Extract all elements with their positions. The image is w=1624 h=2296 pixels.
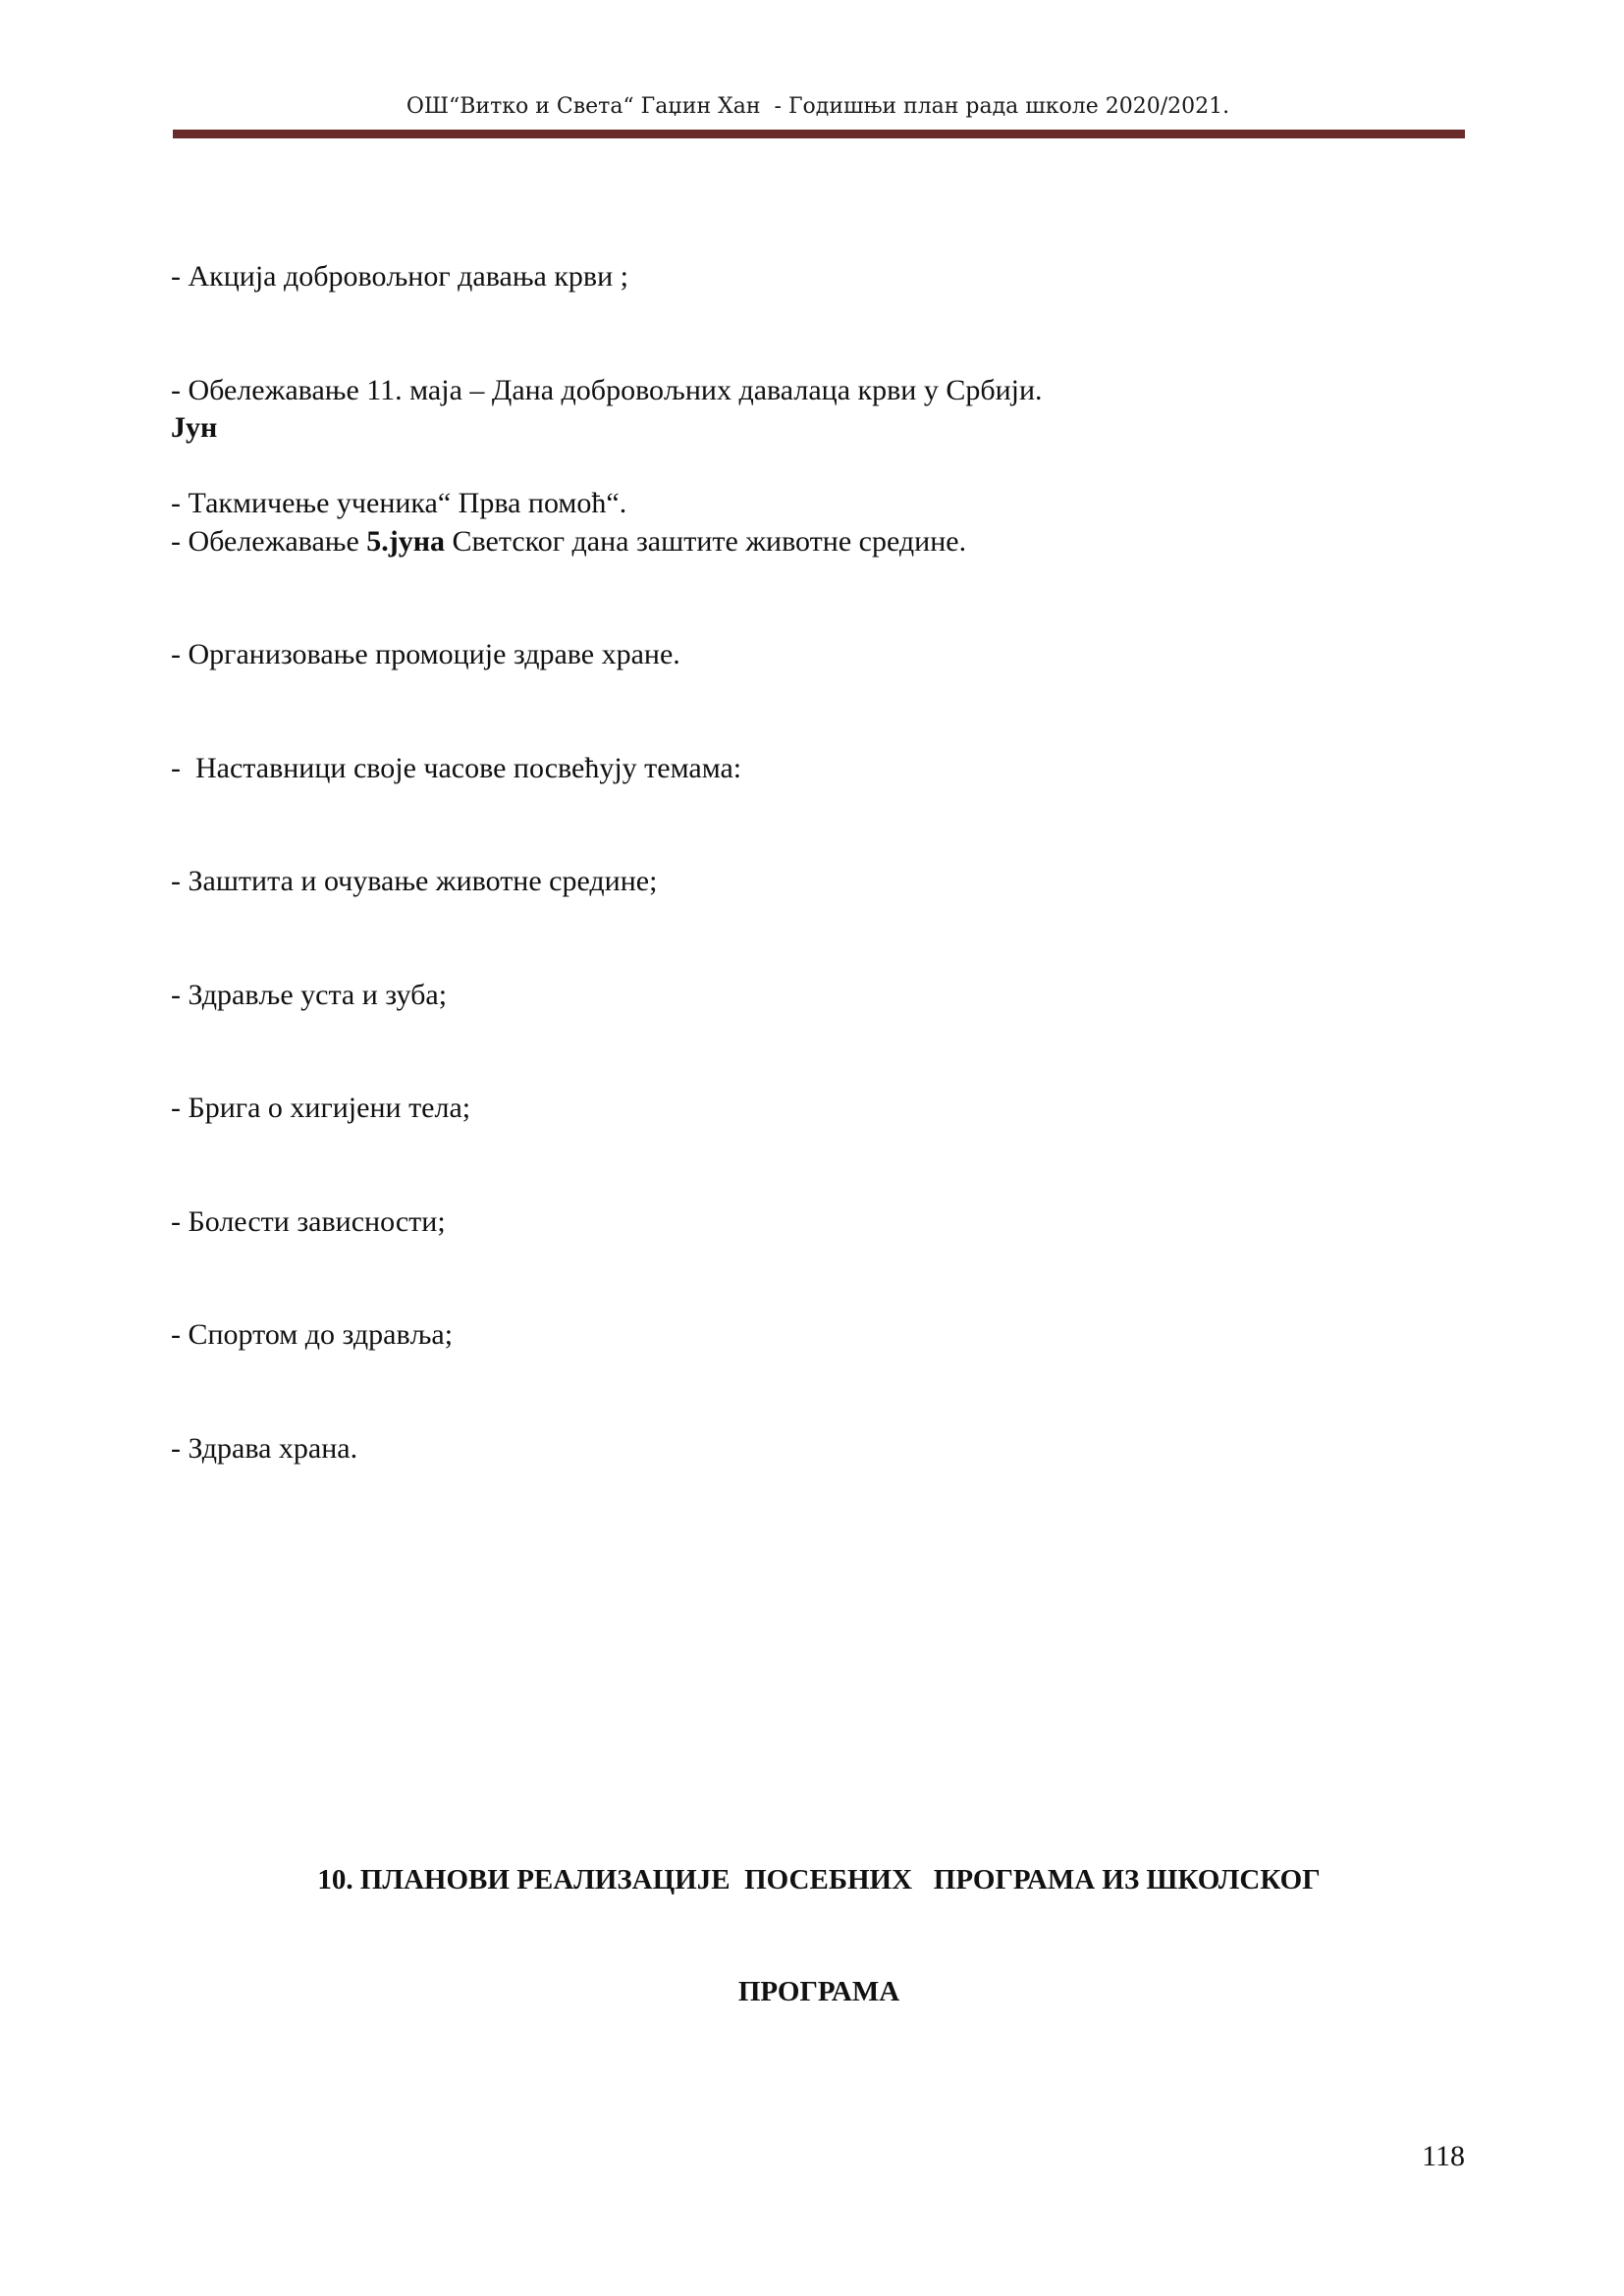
list-item (171, 523, 966, 561)
month-heading-june: Јун (171, 411, 218, 444)
list-item: - Здравље уста и зуба; (171, 978, 448, 1011)
list-item: - Спортом до здравља; (171, 1318, 454, 1351)
section-title-line-2: ПРОГРАМА (737, 1976, 900, 2007)
list-item: - Заштита и очување животне средине; (171, 865, 658, 897)
list-item-date: 5.јуна (366, 524, 446, 558)
header-divider (173, 130, 1465, 138)
list-item: - Такмичење ученика“ Прва помоћ“. (171, 487, 627, 519)
running-header: ОШ“Витко и Света“ Гаџин Хан - Годишњи план рада школе 2020/2021. (406, 94, 1230, 119)
list-item: - Акција добровољног давања крви ; (171, 260, 628, 293)
list-item: - Наставници своје часове посвећују темама: (171, 751, 742, 784)
list-item-prefix: - Обележавање (171, 524, 367, 558)
section-title (173, 1787, 1465, 2048)
list-item: - Здрава храна. (171, 1431, 358, 1465)
june-activities-list (171, 334, 966, 1506)
page-number: 118 (1422, 2140, 1465, 2172)
list-item-suffix: Светског дана заштите животне средине. (445, 524, 967, 558)
section-title-line-1: 10. ПЛАНОВИ РЕАЛИЗАЦИЈЕ ПОСЕБНИХ ПРОГРАМА ИЗ ШКОЛСКОГ (317, 1864, 1321, 1896)
list-item: - Брига о хигијени тела; (171, 1092, 471, 1124)
list-item: - Обележавање 11. маја – Дана добровољних давалаца крви у Србији. (171, 373, 1043, 406)
list-item: - Организовање промоције здраве хране. (171, 638, 680, 670)
list-item: - Болести зависности; (171, 1204, 446, 1238)
